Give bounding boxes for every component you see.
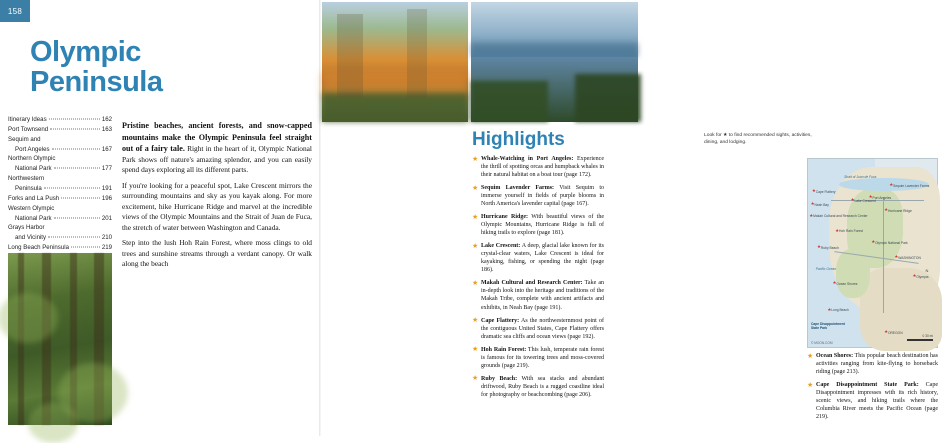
toc-leader-dots — [54, 163, 100, 169]
star-icon: ★ — [807, 351, 814, 360]
map-star-icon: ★ — [811, 188, 816, 194]
right-page — [320, 0, 939, 436]
toc-entry-page: 162 — [101, 116, 112, 123]
map-label: Lake Crescent — [854, 199, 876, 204]
toc-entry-label: Itinerary Ideas — [8, 116, 47, 123]
star-icon: ★ — [472, 316, 479, 325]
map-star-icon: ★ — [884, 329, 889, 335]
toc-leader-dots — [61, 192, 100, 198]
map-credit: © MOON.COM — [811, 341, 833, 345]
toc-entry-label: Long Beach Peninsula — [8, 244, 69, 252]
toc-leader-dots — [71, 242, 100, 248]
highlight-name: Hurricane Ridge: — [481, 214, 528, 221]
map-state-park-label: Cape Disappointment State Park — [811, 322, 845, 331]
intro-paragraph-1: Right in the heart of it, Olympic National Park shows off nature's amazing splendor, and you can easily spend days exploring all its different parts. — [122, 144, 312, 175]
highlight-name: Ocean Shores: — [816, 353, 854, 359]
toc-entry-label: Western Olympic — [8, 204, 55, 212]
toc-entry-page: 201 — [101, 214, 112, 222]
toc-entry-label: Port Townsend — [8, 125, 49, 133]
toc-entry-page: 163 — [101, 125, 112, 133]
highlights-list-right — [807, 352, 938, 426]
toc-entry-label: and Vicinity — [15, 234, 47, 242]
highlight-name: Ruby Beach: — [481, 375, 518, 382]
highlight-name: Lake Crescent: — [481, 243, 521, 250]
toc-entry-label: Northwestern — [8, 175, 45, 183]
star-icon: ★ — [472, 154, 479, 163]
map-scale-bar — [907, 339, 933, 341]
highlight-description: With beautiful views of the Olympic Mountains, Hurricane Ridge is full of hiking trails to explore (page 181). — [481, 214, 604, 237]
toc-leader-dots — [48, 232, 100, 238]
highlight-description: Visit Sequim to immerse yourself in fields of purple blooms in North America's lavender capital (page 167). — [481, 185, 605, 208]
map-star-icon: ★ — [832, 280, 837, 286]
map-star-icon: ★ — [894, 253, 899, 259]
map-label: WASHINGTON — [898, 255, 921, 260]
intro-paragraph-2: If you're looking for a peaceful spot, Lake Crescent mirrors the surrounding mountains and sky as you kayak along. For more excitement, hike Hurricane Ridge and marvel at the incredible views of the Olympic Mountains and the Strait of Juan de Fuca, the stretch of water between Washington and Canada. — [122, 180, 312, 232]
highlight-name: Cape Flattery: — [481, 317, 520, 324]
toc-entry[interactable] — [8, 125, 112, 135]
toc-leader-dots — [54, 212, 100, 218]
map-star-icon: ★ — [817, 244, 822, 250]
highlight-item[interactable] — [472, 213, 604, 237]
highlight-description: A deep, glacial lake known for its crystal-clear waters, Lake Crescent is ideal for kayaking, fishing, or spending the night (page 186). — [481, 243, 604, 274]
highlight-item[interactable] — [807, 381, 938, 421]
map-star-icon: ★ — [884, 206, 889, 212]
highlight-item[interactable] — [472, 184, 604, 208]
highlight-name: Cape Disappointment State Park: — [816, 382, 919, 389]
map-star-icon: ★ — [835, 227, 840, 233]
highlight-item[interactable] — [472, 242, 604, 274]
highlight-item[interactable] — [472, 155, 604, 179]
highlights-list-left — [472, 155, 604, 404]
intro-text — [122, 120, 312, 275]
star-icon: ★ — [472, 278, 479, 287]
book-gutter — [319, 0, 321, 436]
toc-entry-page: 210 — [101, 234, 112, 242]
toc-entry-label: Port Angeles — [15, 145, 50, 153]
left-page — [0, 0, 320, 436]
map-label: Hurricane Ridge — [887, 208, 912, 213]
highlight-description: As the northwesternmost point of the contiguous United States, Cape Flattery offers dramatic sea cliffs and ocean views (page 192). — [481, 317, 604, 340]
highlight-description: Experience the thrill of spotting orcas and humpback whales in their natural habitat on a boat tour (page 172). — [481, 156, 604, 179]
map-label: Cape Flattery — [815, 189, 836, 194]
highlight-item[interactable] — [472, 317, 604, 341]
highlight-description: Take an in-depth look into the heritage and traditions of the Makah Tribe, complete with ancient artifacts and exhibits, in Neah Bay (page 191). — [481, 280, 604, 311]
highlight-name: Makah Cultural and Research Center: — [481, 280, 583, 287]
highlight-description: This popular beach destination has activities ranging from kite-flying to horseback riding (page 213). — [816, 353, 938, 376]
highlight-description: This lush, temperate rain forest is famous for its towering trees and moss-covered grounds (page 219). — [481, 346, 605, 369]
map-label: Pacific Ocean — [815, 267, 837, 272]
map-label: Makah Cultural and Research Center — [813, 214, 868, 219]
toc-entry-page: 177 — [101, 165, 112, 173]
map-star-icon: ★ — [868, 193, 873, 199]
map-compass: N — [925, 268, 929, 274]
map-label: Olympia — [916, 274, 929, 279]
map-label: Ocean Shores — [836, 282, 858, 287]
autumn-forest-photo — [322, 2, 468, 122]
toc-leader-dots — [50, 123, 100, 129]
highlight-name: Sequim Lavender Farms: — [481, 185, 555, 192]
highlight-name: Whale-Watching in Port Angeles: — [481, 156, 574, 162]
region-map — [807, 158, 938, 348]
map-star-icon: ★ — [850, 197, 855, 203]
toc-leader-dots — [52, 143, 100, 149]
map-label: Port Angeles — [872, 195, 892, 200]
highlight-item[interactable] — [472, 375, 604, 399]
map-star-icon: ★ — [810, 201, 815, 207]
map-label: Olympic National Park — [875, 240, 908, 245]
toc-entry-label: Grays Harbor — [8, 224, 45, 232]
toc-entry-label: Forks and La Push — [8, 194, 60, 202]
highlight-item[interactable] — [472, 279, 604, 311]
map-star-icon: ★ — [889, 182, 894, 188]
toc-entry-label: Sequim and — [8, 135, 41, 143]
toc-entry[interactable] — [8, 194, 112, 204]
highlight-description: Cape Disappointment impresses with its rich history, scenic views, and hiking trails where the Columbia River meets the Pacific Ocean (page 219). — [816, 382, 939, 421]
page-number: 158 — [0, 0, 30, 22]
toc-entry-label: National Park — [15, 165, 52, 173]
star-icon: ★ — [472, 374, 479, 383]
toc-entry-label: National Park — [15, 214, 52, 222]
map-label: OREGON — [887, 330, 903, 335]
star-icon: ★ — [472, 183, 479, 192]
map-label: Long Beach — [831, 308, 849, 313]
toc-leader-dots — [49, 114, 100, 120]
highlight-name: Hoh Rain Forest: — [481, 346, 527, 353]
map-star-icon: ★ — [809, 212, 814, 218]
look-for-note: Look for ★ to find recommended sights, activities, dining, and lodging. — [704, 133, 812, 146]
toc-leader-dots — [44, 183, 100, 189]
highlight-item[interactable] — [472, 346, 604, 370]
map-label: Ruby Beach — [820, 246, 839, 251]
map-label: Sequim Lavender Farms — [893, 184, 930, 189]
highlight-item[interactable] — [807, 352, 938, 376]
map-label: Strait of Juan de Fuca — [844, 174, 877, 179]
page-title: Olympic Peninsula — [30, 36, 163, 98]
map-star-icon: ★ — [827, 306, 832, 312]
map-label: Neah Bay — [814, 203, 829, 208]
toc-entry-page: 196 — [101, 194, 112, 202]
toc-entry[interactable] — [8, 145, 112, 155]
highlights-heading: Highlights — [472, 129, 565, 150]
map-scale-label: 0 30 mi — [922, 334, 933, 338]
coastal-mountain-lake-photo — [471, 2, 638, 122]
toc-entry-page: 167 — [101, 145, 112, 153]
star-icon: ★ — [472, 345, 479, 354]
map-star-icon: ★ — [871, 238, 876, 244]
star-icon: ★ — [472, 241, 479, 250]
toc-entry-label: Northern Olympic — [8, 155, 56, 163]
toc-entry-page: 191 — [101, 185, 112, 193]
toc-entry[interactable] — [8, 214, 112, 224]
intro-paragraph-3: Step into the lush Hoh Rain Forest, where moss clings to old trees and sunshine streams through a verdant canopy. Or walk along the beach — [122, 238, 312, 269]
map-star-icon: ★ — [912, 272, 917, 278]
forest-photo — [8, 253, 112, 425]
map-label: Hoh Rain Forest — [838, 229, 863, 234]
toc-entry-label: Peninsula — [15, 185, 42, 193]
table-of-contents — [8, 115, 112, 263]
intro-lead: Pristine beaches, ancient forests, and snow-capped mountains make the Olympic Peninsula feel straight out of a fairy tale. — [122, 121, 312, 154]
highlight-description: With sea stacks and abundant driftwood, Ruby Beach is a rugged coastline ideal for photography or beachcombing (page 206). — [481, 375, 604, 398]
toc-entry-page: 219 — [101, 244, 112, 252]
toc-entry[interactable] — [8, 164, 112, 174]
star-icon: ★ — [807, 380, 814, 389]
star-icon: ★ — [472, 212, 479, 221]
